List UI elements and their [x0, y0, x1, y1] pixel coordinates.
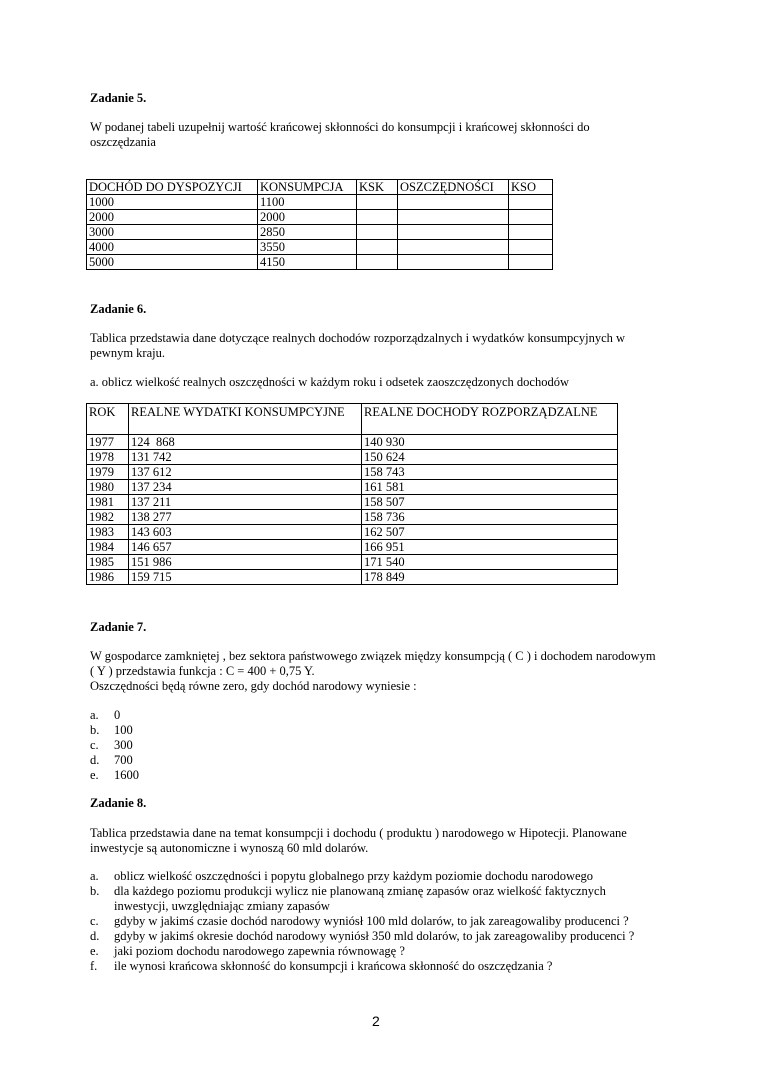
zadanie-6-heading: Zadanie 6. — [90, 302, 147, 316]
table-row — [87, 465, 618, 480]
zadanie-7-heading: Zadanie 7. — [90, 620, 147, 634]
item-marker: f. — [90, 959, 98, 973]
item-text: oblicz wielkość oszczędności i popytu globalnego przy każdym poziomie dochodu narodowego — [114, 869, 594, 883]
zadanie-8-heading: Zadanie 8. — [90, 796, 147, 810]
item-text: gdyby w jakimś czasie dochód narodowy wyniósł 100 mld dolarów, to jak zareagowaliby producenci ? — [114, 914, 629, 928]
table-cell: 1986 — [87, 570, 129, 585]
table-row — [87, 210, 553, 225]
option-text: 100 — [114, 723, 133, 737]
table-cell: 1983 — [87, 525, 129, 540]
table-cell: 140 930 — [362, 435, 618, 450]
table-row — [87, 255, 553, 270]
table-cell: 5000 — [87, 255, 258, 270]
option-marker: a. — [90, 708, 99, 722]
zadanie-6-task-a: a. oblicz wielkość realnych oszczędności w każdym roku i odsetek zaoszczędzonych dochodów — [90, 375, 569, 389]
table-cell: 151 986 — [129, 555, 362, 570]
option-marker: b. — [90, 723, 100, 737]
table-cell: 158 743 — [362, 465, 618, 480]
table-row — [87, 480, 618, 495]
item-marker: b. — [90, 884, 100, 898]
table-cell — [509, 225, 553, 240]
table-cell — [357, 210, 398, 225]
table-cell: 4000 — [87, 240, 258, 255]
item-text: dla każdego poziomu produkcji wylicz nie planowaną zmianę zapasów oraz wielkość faktycznych — [114, 884, 606, 898]
header-cell: KSO — [509, 180, 553, 195]
header-cell: REALNE WYDATKI KONSUMPCYJNE — [129, 404, 362, 435]
option-text: 700 — [114, 753, 133, 767]
table-cell: 137 211 — [129, 495, 362, 510]
table-cell: 2000 — [258, 210, 357, 225]
table-header-row — [87, 404, 618, 435]
item-marker: a. — [90, 869, 99, 883]
table-cell: 150 624 — [362, 450, 618, 465]
table-cell: 1000 — [87, 195, 258, 210]
table-cell — [357, 195, 398, 210]
zadanie-7-text-line-2: ( Y ) przedstawia funkcja : C = 400 + 0,75 Y. — [90, 664, 315, 678]
table-row — [87, 495, 618, 510]
table-cell: 137 612 — [129, 465, 362, 480]
table-cell: 171 540 — [362, 555, 618, 570]
table-cell: 1984 — [87, 540, 129, 555]
table-cell — [509, 195, 553, 210]
table-cell — [509, 240, 553, 255]
zadanie-7-text-line-3: Oszczędności będą równe zero, gdy dochód narodowy wyniesie : — [90, 679, 417, 693]
table-cell: 1980 — [87, 480, 129, 495]
option-text: 1600 — [114, 768, 139, 782]
table-cell — [509, 255, 553, 270]
option-marker: e. — [90, 768, 99, 782]
table-cell: 1977 — [87, 435, 129, 450]
table-cell — [357, 225, 398, 240]
zadanie-5-text-line-1: W podanej tabeli uzupełnij wartość krańcowej skłonności do konsumpcji i krańcowej skłonności do — [90, 120, 590, 134]
header-cell: DOCHÓD DO DYSPOZYCJI — [87, 180, 258, 195]
header-cell: KSK — [357, 180, 398, 195]
table-cell: 159 715 — [129, 570, 362, 585]
table-cell: 143 603 — [129, 525, 362, 540]
table-cell — [398, 195, 509, 210]
zadanie-6-table — [86, 403, 618, 585]
table-cell: 137 234 — [129, 480, 362, 495]
header-cell: KONSUMPCJA — [258, 180, 357, 195]
header-cell: OSZCZĘDNOŚCI — [398, 180, 509, 195]
table-cell: 1979 — [87, 465, 129, 480]
table-cell: 1982 — [87, 510, 129, 525]
table-row — [87, 435, 618, 450]
item-text: gdyby w jakimś okresie dochód narodowy wyniósł 350 mld dolarów, to jak zareagowaliby producenci ? — [114, 929, 635, 943]
item-text: jaki poziom dochodu narodowego zapewnia równowagę ? — [114, 944, 405, 958]
table-cell: 1978 — [87, 450, 129, 465]
table-cell: 178 849 — [362, 570, 618, 585]
table-row — [87, 225, 553, 240]
table-cell: 2000 — [87, 210, 258, 225]
table-cell: 158 507 — [362, 495, 618, 510]
table-row — [87, 240, 553, 255]
table-cell — [357, 240, 398, 255]
table-header-row — [87, 180, 553, 195]
table-cell — [398, 210, 509, 225]
table-cell: 161 581 — [362, 480, 618, 495]
table-cell — [398, 225, 509, 240]
table-cell: 1981 — [87, 495, 129, 510]
table-row — [87, 570, 618, 585]
table-cell: 3550 — [258, 240, 357, 255]
zadanie-5-heading: Zadanie 5. — [90, 91, 147, 105]
option-text: 300 — [114, 738, 133, 752]
zadanie-5-text-line-2: oszczędzania — [90, 135, 156, 149]
table-cell — [509, 210, 553, 225]
table-cell — [398, 240, 509, 255]
zadanie-8-text-line-2: inwestycje są autonomiczne i wynoszą 60 mld dolarów. — [90, 841, 369, 855]
item-marker: e. — [90, 944, 99, 958]
header-cell: ROK — [87, 404, 129, 435]
option-marker: c. — [90, 738, 99, 752]
option-text: 0 — [114, 708, 121, 722]
table-row — [87, 510, 618, 525]
zadanie-6-text-line-1: Tablica przedstawia dane dotyczące realnych dochodów rozporządzalnych i wydatków konsumpcyjnych w — [90, 331, 626, 345]
table-row — [87, 540, 618, 555]
table-cell: 1985 — [87, 555, 129, 570]
table-row — [87, 555, 618, 570]
table-cell: 166 951 — [362, 540, 618, 555]
item-text: ile wynosi krańcowa skłonność do konsumpcji i krańcowa skłonność do oszczędzania ? — [114, 959, 553, 973]
table-cell — [357, 255, 398, 270]
table-cell: 158 736 — [362, 510, 618, 525]
option-marker: d. — [90, 753, 100, 767]
zadanie-5-table — [86, 179, 553, 270]
table-cell: 131 742 — [129, 450, 362, 465]
table-cell — [398, 255, 509, 270]
table-cell: 4150 — [258, 255, 357, 270]
item-text: inwestycji, uwzględniając zmiany zapasów — [114, 899, 330, 913]
table-cell: 146 657 — [129, 540, 362, 555]
zadanie-8-text-line-1: Tablica przedstawia dane na temat konsumpcji i dochodu ( produktu ) narodowego w Hipotecji. Planowane — [90, 826, 627, 840]
header-cell: REALNE DOCHODY ROZPORZĄDZALNE — [362, 404, 618, 435]
table-cell: 138 277 — [129, 510, 362, 525]
table-cell: 124 868 — [129, 435, 362, 450]
table-row — [87, 450, 618, 465]
zadanie-7-text-line-1: W gospodarce zamkniętej , bez sektora państwowego związek między konsumpcją ( C ) i dochodem narodowym — [90, 649, 656, 663]
table-cell: 162 507 — [362, 525, 618, 540]
page-number: 2 — [372, 1013, 380, 1029]
table-cell: 3000 — [87, 225, 258, 240]
item-marker: c. — [90, 914, 99, 928]
item-marker: d. — [90, 929, 100, 943]
table-row — [87, 525, 618, 540]
table-cell: 1100 — [258, 195, 357, 210]
table-row — [87, 195, 553, 210]
zadanie-6-text-line-2: pewnym kraju. — [90, 346, 165, 360]
table-cell: 2850 — [258, 225, 357, 240]
